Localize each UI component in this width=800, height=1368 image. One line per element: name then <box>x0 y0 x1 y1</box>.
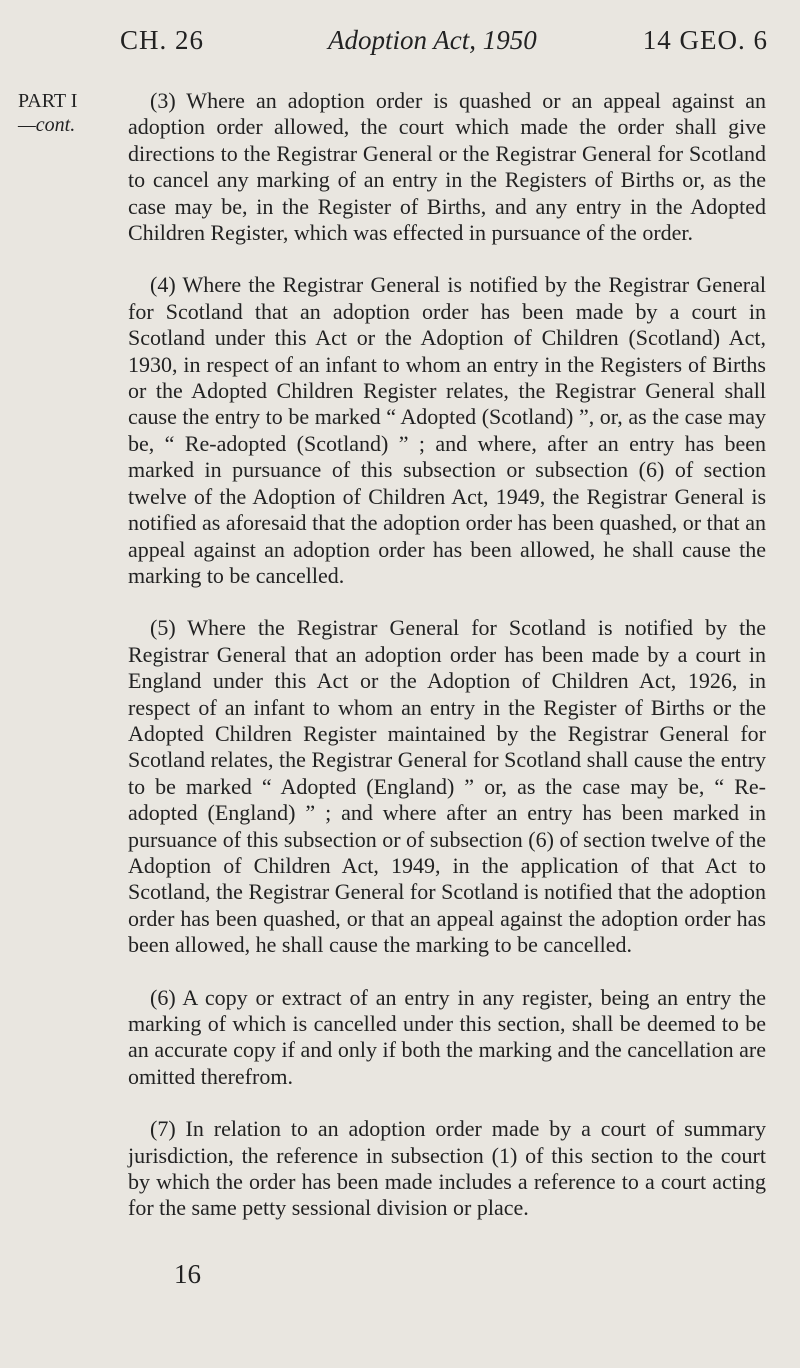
subsection-3: (3) Where an adoption order is quashed or an appeal against an adoption order allowed, the court which made the order shall give directions to the Registrar General or the Registrar General for Scotland to cancel any marking of an entry in the Registers of Births or, as the case may be, in the Register of Births, and any entry in the Adopted Children Register, which was effected in pursuance of the order. <box>128 88 766 246</box>
subsection-6: (6) A copy or extract of an entry in any register, being an entry the marking of which is cancelled under this section, shall be deemed to be an accurate copy if and only if both the marking and the cancellation are omitted therefrom. <box>128 984 766 1089</box>
chapter-number: CH. 26 <box>120 25 205 55</box>
running-header <box>120 20 768 60</box>
page-number: 16 <box>174 1259 201 1289</box>
margin-note-continued: —cont. <box>18 114 76 136</box>
margin-note-part: PART I <box>18 90 78 112</box>
regnal-year: 14 GEO. 6 <box>642 25 768 55</box>
act-title: Adoption Act, 1950 <box>328 25 537 55</box>
subsection-4: (4) Where the Registrar General is notified by the Registrar General for Scotland that an adoption order has been made by a court in Scotland under this Act or the Adoption of Children (Scotland) Act, 1930, in respect of an infant to whom an entry in the Registers of Births or the Adopted Children Register relates, the Registrar General shall cause the entry to be marked “ Adopted (Scotland) ”, or, as the case may be, “ Re-adopted (Scotland) ” ; and where, after an entry has been marked in pursuance of this subsection or subsection (6) of section twelve of the Adoption of Children Act, 1949, the Registrar General is notified as aforesaid that the adoption order has been quashed, or that an appeal against an adoption order has been allowed, he shall cause the marking to be cancelled. <box>128 272 766 588</box>
subsection-5: (5) Where the Registrar General for Scotland is notified by the Registrar General that an adoption order has been made by a court in England under this Act or the Adoption of Children Act, 1926, in respect of an infant to whom an entry in the Register of Births or the Adopted Children Register maintained by the Registrar General for Scotland relates, the Registrar General for Scotland shall cause the entry to be marked “ Adopted (England) ” or, as the case may be, “ Re-adopted (England) ” ; and where after an entry has been marked in pursuance of this subsection or of subsection (6) of section twelve of the Adoption of Children Act, 1949, in the application of that Act to Scotland, the Registrar General for Scotland is notified that the adoption order has been quashed, or that an appeal against the adoption order has been allowed, he shall cause the marking to be cancelled. <box>128 615 766 958</box>
margin-note <box>18 89 108 137</box>
body-text <box>128 88 766 1222</box>
subsection-7: (7) In relation to an adoption order made by a court of summary jurisdiction, the reference in subsection (1) of this section to the court by which the order has been made includes a reference to a court acting for the same petty sessional division or place. <box>128 1116 766 1221</box>
